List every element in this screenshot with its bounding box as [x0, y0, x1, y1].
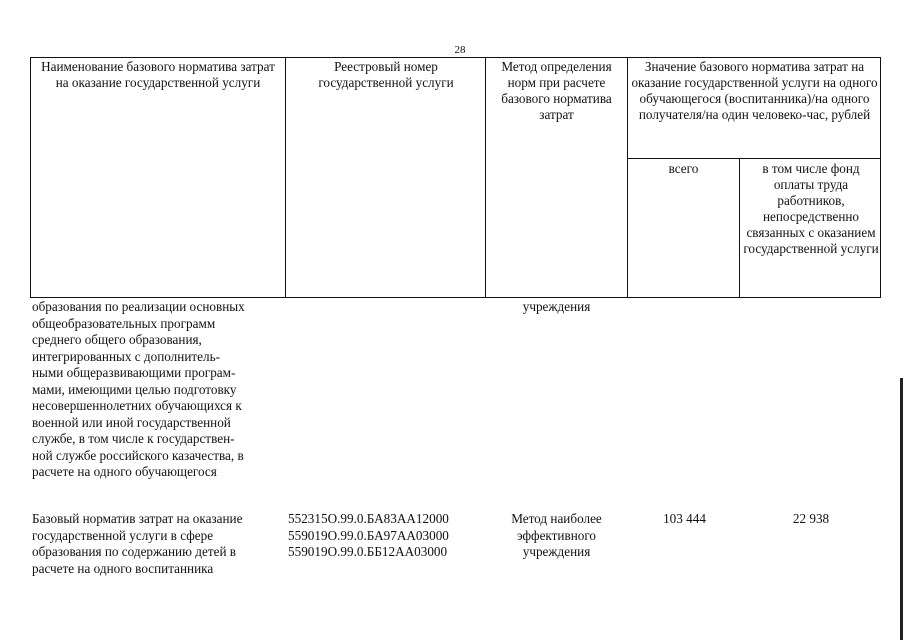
row-2-registry-line: 559019О.99.0.БА97АА03000 — [288, 527, 449, 543]
row-2-payroll: 22 938 — [792, 511, 830, 526]
row-2-method-line: учреждения — [522, 544, 591, 559]
row-1-name-line: образования по реализации основных — [32, 299, 245, 314]
row-2-name-line: расчете на одного воспитанника — [32, 560, 214, 576]
page-number: 28 — [454, 44, 466, 56]
header-total-column: всего — [668, 161, 699, 176]
row-2-name — [32, 511, 280, 577]
row-2-method-line: эффективного — [516, 527, 597, 543]
row-2-name-line: государственной услуги в сфере — [32, 527, 214, 543]
row-1-name-line: общеобразовательных программ — [32, 315, 216, 331]
header-name-column: Наименование базового норматива затрат на оказание государственной услуги — [41, 59, 275, 90]
row-2-method-line: Метод наиболее — [511, 511, 602, 526]
scan-edge-mark — [900, 378, 903, 640]
row-1-method-line: учреждения — [522, 299, 591, 314]
row-2-name-line: образования по содержанию детей в — [32, 544, 237, 559]
row-1-method — [488, 299, 625, 316]
row-2-registry-line: 552315О.99.0.БА83АА12000 — [288, 511, 449, 526]
row-1-name — [32, 299, 280, 481]
row-1-name-line: службе, в том числе к государствен- — [32, 431, 235, 446]
row-1-name-line: ной службе российского казачества, в — [32, 447, 244, 463]
row-1-name-line: расчете на одного обучающегося — [32, 464, 217, 479]
header-payroll-column: в том числе фонд оплаты труда работников, непосредственно связанных с оказанием государственной услуги — [743, 161, 879, 256]
header-registry-column: Реестровый номер государственной услуги — [318, 59, 454, 90]
row-1-name-line: военной или иной государственной — [32, 414, 231, 430]
row-2-registry — [288, 511, 488, 561]
table-header — [30, 57, 881, 298]
row-1-name-line: интегрированных с дополнитель- — [32, 348, 220, 364]
header-value-group: Значение базового норматива затрат на оказание государственной услуги на одного обучающегося (воспитанника)/на одного получателя/на один человеко-час, рублей — [631, 59, 878, 122]
row-2-registry-line: 559019О.99.0.ББ12АА03000 — [288, 544, 448, 559]
row-2-name-line: Базовый норматив затрат на оказание — [32, 511, 243, 526]
row-1-name-line: среднего общего образования, — [32, 332, 202, 347]
header-method-column: Метод определения норм при расчете базового норматива затрат — [501, 59, 612, 122]
row-1-name-line: несовершеннолетних обучающихся к — [32, 398, 242, 413]
row-1-name-line: мами, имеющими целью подготовку — [32, 381, 237, 397]
row-2-total: 103 444 — [663, 511, 706, 526]
row-2-method — [488, 511, 625, 561]
row-1-name-line: ными общеразвивающими програм- — [32, 365, 236, 380]
